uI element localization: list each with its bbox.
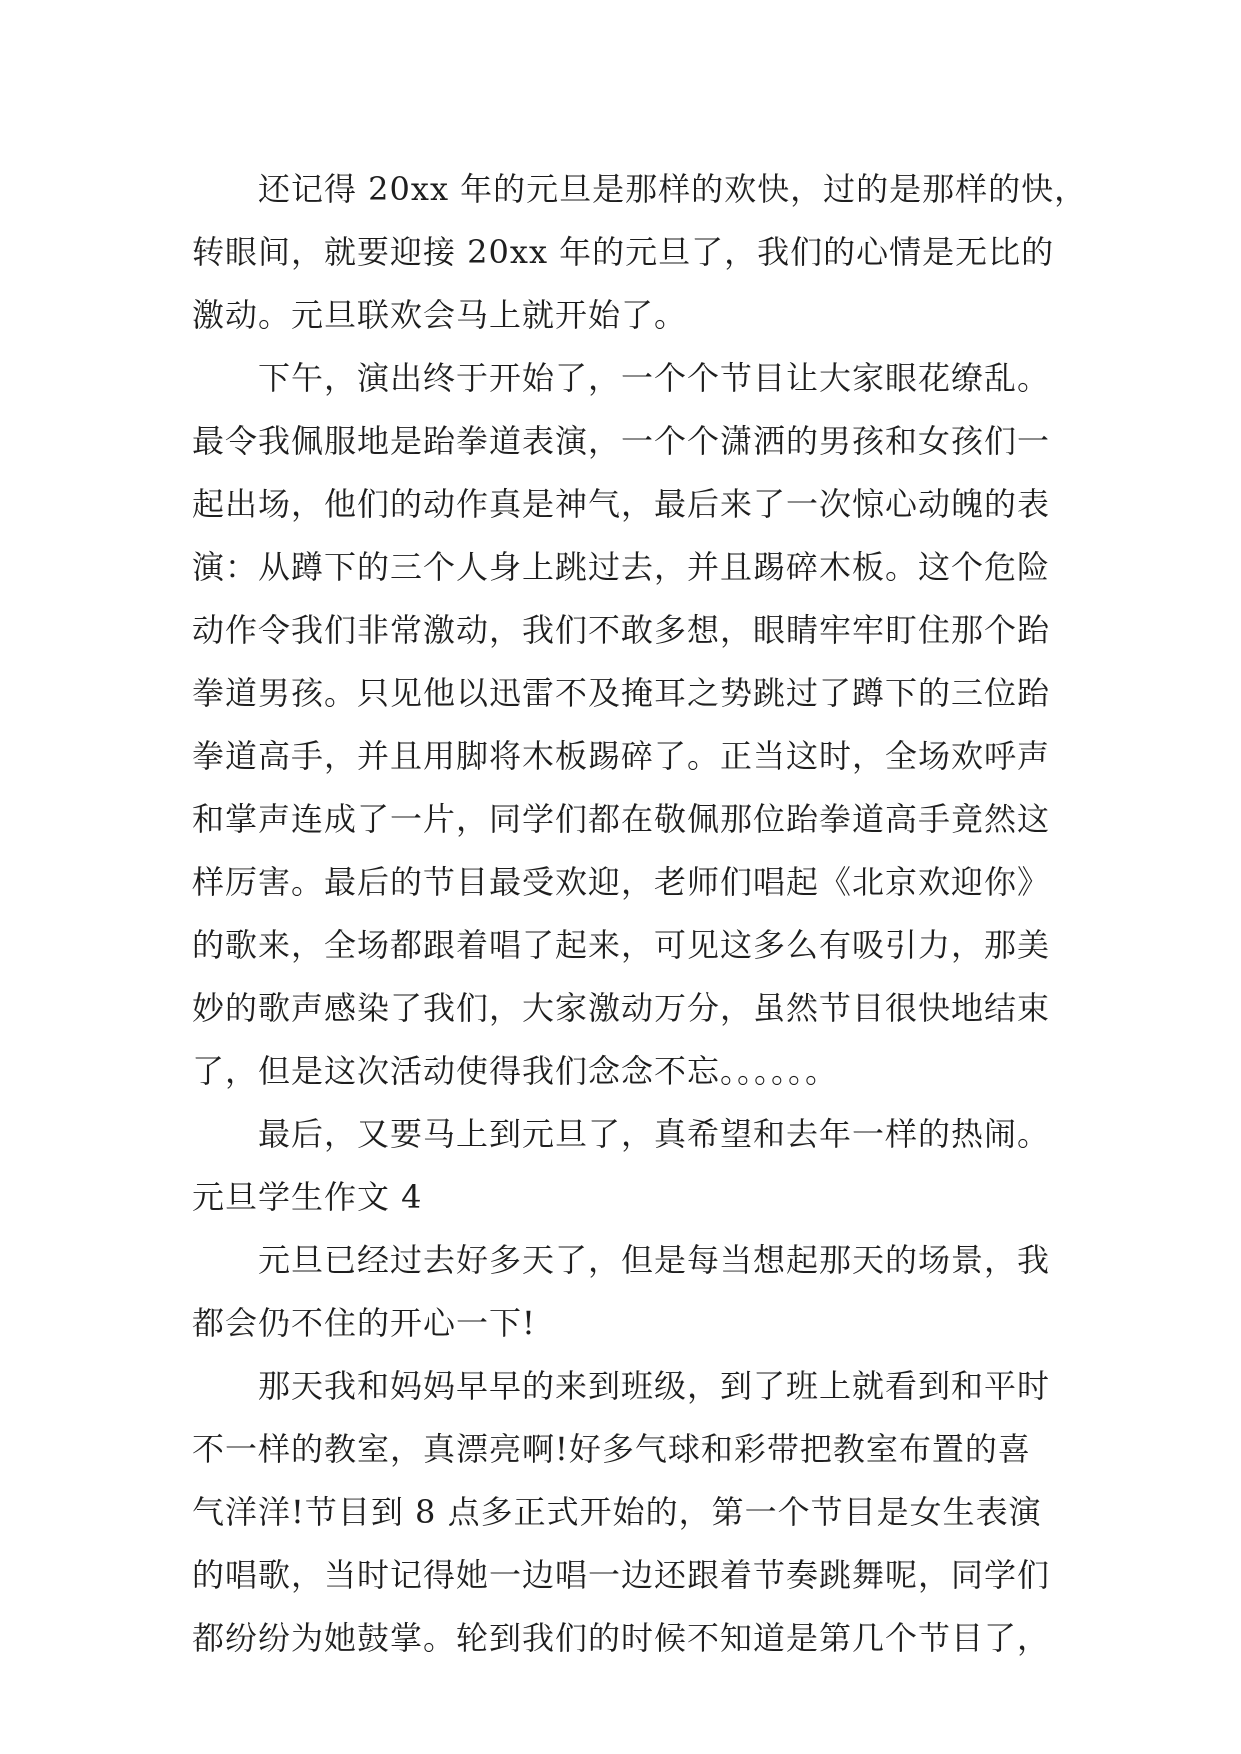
paragraph-5-line-1: 那天我和妈妈早早的来到班级，到了班上就看到和平时 — [258, 1367, 1051, 1405]
paragraph-1-line-3: 激动。元旦联欢会马上就开始了。 — [192, 296, 688, 334]
paragraph-2-line-3: 起出场，他们的动作真是神气，最后来了一次惊心动魄的表 — [192, 485, 1051, 523]
paragraph-2-line-5: 动作令我们非常激动，我们不敢多想，眼睛牢牢盯住那个跆 — [192, 611, 1051, 649]
paragraph-4-line-1: 元旦已经过去好多天了，但是每当想起那天的场景，我 — [258, 1241, 1051, 1279]
paragraph-2-line-2: 最令我佩服地是跆拳道表演，一个个潇洒的男孩和女孩们一 — [192, 422, 1051, 460]
paragraph-2-line-1: 下午，演出终于开始了，一个个节目让大家眼花缭乱。 — [258, 359, 1051, 397]
paragraph-2-line-4: 演：从蹲下的三个人身上跳过去，并且踢碎木板。这个危险 — [192, 548, 1051, 586]
paragraph-5-line-5: 都纷纷为她鼓掌。轮到我们的时候不知道是第几个节目了， — [192, 1619, 1051, 1657]
paragraph-2-line-7: 拳道高手，并且用脚将木板踢碎了。正当这时，全场欢呼声 — [192, 737, 1051, 775]
paragraph-2-line-10: 的歌来，全场都跟着唱了起来，可见这多么有吸引力，那美 — [192, 926, 1051, 964]
section-heading: 元旦学生作文 4 — [192, 1178, 423, 1216]
paragraph-2-line-8: 和掌声连成了一片，同学们都在敬佩那位跆拳道高手竟然这 — [192, 800, 1051, 838]
paragraph-2-line-9: 样厉害。最后的节目最受欢迎，老师们唱起《北京欢迎你》 — [192, 863, 1051, 901]
paragraph-2-line-6: 拳道男孩。只见他以迅雷不及掩耳之势跳过了蹲下的三位跆 — [192, 674, 1051, 712]
essay-body — [192, 158, 1088, 1670]
paragraph-1-line-1: 还记得 20xx 年的元旦是那样的欢快，过的是那样的快， — [258, 170, 1088, 208]
paragraph-5-line-4: 的唱歌，当时记得她一边唱一边还跟着节奏跳舞呢，同学们 — [192, 1556, 1051, 1594]
paragraph-2-line-12: 了，但是这次活动使得我们念念不忘。。。。。。 — [192, 1052, 839, 1090]
paragraph-4-line-2: 都会仍不住的开心一下! — [192, 1304, 536, 1342]
paragraph-3-line-1: 最后，又要马上到元旦了，真希望和去年一样的热闹。 — [258, 1115, 1051, 1153]
paragraph-1-line-2: 转眼间，就要迎接 20xx 年的元旦了，我们的心情是无比的 — [192, 233, 1055, 271]
paragraph-2-line-11: 妙的歌声感染了我们，大家激动万分，虽然节目很快地结束 — [192, 989, 1051, 1027]
paragraph-5-line-3: 气洋洋!节目到 8 点多正式开始的，第一个节目是女生表演 — [192, 1493, 1042, 1531]
paragraph-5-line-2: 不一样的教室，真漂亮啊!好多气球和彩带把教室布置的喜 — [192, 1430, 1031, 1468]
